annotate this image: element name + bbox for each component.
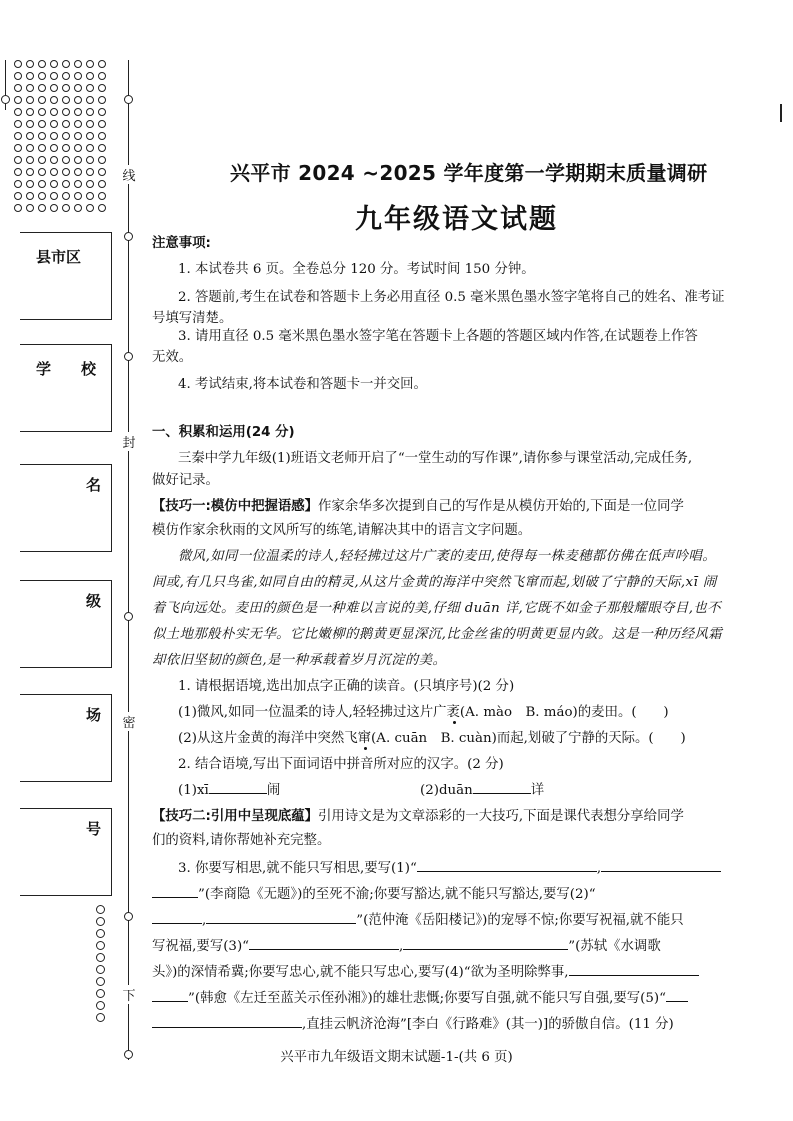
- intro-line-2: 做好记录。: [152, 473, 219, 488]
- binding-dot: [62, 204, 70, 212]
- binding-dot: [26, 84, 34, 92]
- seal-char-line: 线: [121, 165, 137, 184]
- answer-blank[interactable]: [473, 779, 531, 794]
- binding-dot: [50, 180, 58, 188]
- passage-line-4: 似土地那般朴实无华。它比嫩柳的鹅黄更显深沉,比金丝雀的明黄更显内敛。这是一种历经风霜: [152, 627, 723, 642]
- binding-dot: [14, 192, 22, 200]
- q3-comma: ,: [596, 861, 602, 876]
- binding-dot: [62, 120, 70, 128]
- question-1: 1. 请根据语境,选出加点字正确的读音。(只填序号)(2 分): [178, 679, 515, 694]
- binding-dot: [96, 953, 105, 962]
- section-heading: 一、积累和运用(24 分): [152, 425, 295, 440]
- binding-dot: [14, 96, 22, 104]
- binding-dot: [38, 84, 46, 92]
- binding-dot: [98, 156, 106, 164]
- binding-dot: [86, 156, 94, 164]
- binding-dot: [50, 108, 58, 116]
- field-label-class: 级: [86, 592, 102, 610]
- answer-blank[interactable]: [152, 909, 202, 924]
- q3-comma: ,: [202, 913, 207, 928]
- binding-dot: [26, 60, 34, 68]
- passage-line-1: 微风,如同一位温柔的诗人,轻轻拂过这片广袤的麦田,使得每一株麦穗都仿佛在低声吟唱。: [178, 549, 717, 564]
- question-1-1: [178, 700, 669, 726]
- binding-dot-column: [96, 905, 108, 1022]
- binding-dot: [26, 168, 34, 176]
- q1-1-options: (A. mào B. máo)的麦田。( ): [459, 705, 669, 720]
- q3-text: 头》)的深情希冀;你要写忠心,就不能只写忠心,要写(4)“欲为圣明除弊事,: [152, 965, 569, 980]
- skill1-tag: 【技巧一:模仿中把握语感】: [152, 499, 319, 514]
- margin-line-circle: [1, 95, 10, 104]
- q2-b-pinyin: (2)duān: [420, 783, 473, 798]
- q1-2-text: (2)从这片金黄的海洋中突然飞: [178, 731, 358, 746]
- binding-dot: [96, 1001, 105, 1010]
- passage-line-2: 间或,有几只鸟雀,如同自由的精灵,从这片金黄的海洋中突然飞窜而起,划破了宁静的天际,xī 闹: [152, 575, 717, 590]
- field-label-county: 县市区: [36, 248, 82, 266]
- seal-char-seal: 封: [121, 432, 137, 451]
- binding-dot: [50, 192, 58, 200]
- binding-dot: [26, 132, 34, 140]
- question-2: 2. 结合语境,写出下面词语中拼音所对应的汉字。(2 分): [178, 757, 504, 772]
- binding-dot: [26, 192, 34, 200]
- notice-item-3: 3. 请用直径 0.5 毫米黑色墨水签字笔在答题卡上各题的答题区域内作答,在试题卷上作答: [178, 329, 698, 344]
- binding-dot: [74, 96, 82, 104]
- answer-blank[interactable]: [209, 779, 267, 794]
- binding-dot: [74, 60, 82, 68]
- answer-blank[interactable]: [152, 1013, 302, 1028]
- binding-dot: [14, 84, 22, 92]
- field-label-room: 场: [86, 706, 102, 724]
- seal-line-circle: [124, 232, 133, 241]
- exam-title: 兴平市 2024 ~2025 学年度第一学期期末质量调研: [230, 161, 708, 185]
- binding-dot: [74, 72, 82, 80]
- binding-dot: [26, 144, 34, 152]
- binding-dot: [62, 156, 70, 164]
- binding-dot: [86, 144, 94, 152]
- binding-dot: [96, 965, 105, 974]
- q3-text: ,直挂云帆济沧海”[李白《行路难》(其一)]的骄傲自信。(11 分): [302, 1017, 674, 1032]
- seal-line-circle: [124, 95, 133, 104]
- skill2-line-2: 们的资料,请你帮她补充完整。: [152, 833, 331, 848]
- binding-dot: [50, 60, 58, 68]
- binding-dot: [86, 180, 94, 188]
- binding-dot: [98, 144, 106, 152]
- binding-dot: [98, 204, 106, 212]
- binding-dot: [86, 168, 94, 176]
- q3-text: 写祝福,要写(3)“: [152, 939, 250, 954]
- binding-dot: [86, 120, 94, 128]
- binding-dot: [14, 72, 22, 80]
- skill2-text: 引用诗文是为文章添彩的一大技巧,下面是课代表想分享给同学: [318, 809, 684, 824]
- q3-line-7: [152, 1012, 674, 1038]
- binding-dot: [96, 905, 105, 914]
- binding-dot: [74, 132, 82, 140]
- binding-dot: [74, 168, 82, 176]
- binding-dot: [38, 120, 46, 128]
- binding-dot: [50, 120, 58, 128]
- q3-text: ”(李商隐《无题》)的至死不渝;你要写豁达,就不能只写豁达,要写(2)“: [198, 887, 596, 902]
- binding-dot: [86, 108, 94, 116]
- binding-dot: [26, 96, 34, 104]
- seal-line: [128, 60, 129, 1060]
- binding-dot: [38, 204, 46, 212]
- intro-line-1: 三秦中学九年级(1)班语文老师开启了“一堂生动的写作课”,请你参与课堂活动,完成任务,: [178, 451, 693, 466]
- notice-item-2-cont: 号填写清楚。: [152, 311, 233, 326]
- binding-dot: [14, 156, 22, 164]
- binding-dot: [50, 156, 58, 164]
- binding-dot: [50, 168, 58, 176]
- binding-dot: [38, 96, 46, 104]
- binding-dot: [62, 60, 70, 68]
- q3-line-6: [152, 986, 688, 1012]
- binding-dot: [96, 917, 105, 926]
- binding-dot: [86, 84, 94, 92]
- q1-1-dotted-char: 袤: [446, 705, 460, 720]
- passage-line-3: 着飞向远处。麦田的颜色是一种难以言说的美,仔细 duān 详,它既不如金子那般耀眼夺目,也不: [152, 601, 721, 616]
- binding-dot: [86, 132, 94, 140]
- binding-dot: [98, 180, 106, 188]
- binding-dot: [74, 108, 82, 116]
- binding-dot: [14, 204, 22, 212]
- binding-dot: [62, 168, 70, 176]
- seal-char-below: 下: [121, 985, 137, 1004]
- binding-dot: [62, 180, 70, 188]
- question-2-a: [178, 778, 280, 804]
- q1-2-options: (A. cuān B. cuàn)而起,划破了宁静的天际。( ): [371, 731, 686, 746]
- binding-dot: [50, 84, 58, 92]
- notice-item-4: 4. 考试结束,将本试卷和答题卡一并交回。: [178, 377, 427, 392]
- binding-dot: [86, 96, 94, 104]
- seal-char-secret: 密: [121, 712, 137, 731]
- binding-dot: [74, 180, 82, 188]
- skill1-text: 作家余华多次提到自己的写作是从模仿开始的,下面是一位同学: [318, 499, 684, 514]
- answer-blank[interactable]: [152, 883, 198, 898]
- page-footer: 兴平市九年级语文期末试题-1-(共 6 页): [280, 1050, 513, 1065]
- binding-dot: [14, 168, 22, 176]
- binding-dot: [14, 180, 22, 188]
- binding-dot: [74, 192, 82, 200]
- binding-dot: [50, 204, 58, 212]
- question-2-b: [420, 778, 544, 804]
- q3-text: 3. 你要写相思,就不能只写相思,要写(1)“: [178, 861, 417, 876]
- binding-dot: [62, 132, 70, 140]
- binding-dot: [38, 72, 46, 80]
- binding-dot: [38, 180, 46, 188]
- question-1-2: [178, 726, 686, 752]
- binding-dot: [62, 192, 70, 200]
- binding-dot: [74, 120, 82, 128]
- binding-dot: [98, 108, 106, 116]
- binding-dot: [14, 108, 22, 116]
- binding-dot: [38, 192, 46, 200]
- skill1-line-1: [152, 494, 684, 520]
- binding-dot: [38, 132, 46, 140]
- binding-dot: [98, 72, 106, 80]
- q1-2-dotted-char: 窜: [357, 731, 372, 746]
- binding-dot: [62, 72, 70, 80]
- skill1-line-2: 模仿作家余秋雨的文风所写的练笔,请解决其中的语言文字问题。: [152, 523, 532, 538]
- q3-line-2: [152, 882, 596, 908]
- binding-dot: [86, 72, 94, 80]
- notice-item-3-cont: 无效。: [152, 350, 193, 365]
- binding-dot: [74, 144, 82, 152]
- skill2-tag: 【技巧二:引用中呈现底蕴】: [152, 809, 319, 824]
- binding-dot: [96, 989, 105, 998]
- binding-dot: [74, 156, 82, 164]
- q3-text: ”(范仲淹《岳阳楼记》)的宠辱不惊;你要写祝福,就不能只: [356, 913, 684, 928]
- answer-blank[interactable]: [666, 987, 688, 1002]
- binding-dot: [38, 144, 46, 152]
- page-edge-mark: [780, 104, 782, 122]
- q2-a-pinyin: (1)xī: [178, 783, 209, 798]
- answer-blank[interactable]: [206, 909, 356, 924]
- q3-text: ”(苏轼《水调歌: [568, 939, 661, 954]
- q1-1-text: (1)微风,如同一位温柔的诗人,轻轻拂过这片广: [178, 705, 447, 720]
- binding-dot: [14, 120, 22, 128]
- q3-line-1: [178, 856, 721, 882]
- binding-dot: [86, 204, 94, 212]
- binding-dot: [26, 204, 34, 212]
- binding-dot: [14, 144, 22, 152]
- binding-dot: [96, 977, 105, 986]
- binding-dot: [62, 108, 70, 116]
- exam-subtitle: 九年级语文试题: [355, 204, 558, 235]
- notice-item-2: 2. 答题前,考生在试卷和答题卡上务必用直径 0.5 毫米黑色墨水签字笔将自己的姓名、准考证: [178, 290, 725, 305]
- binding-dot: [98, 96, 106, 104]
- skill2-line-1: [152, 804, 684, 830]
- binding-dot: [98, 120, 106, 128]
- binding-dot: [50, 96, 58, 104]
- binding-dot: [98, 192, 106, 200]
- q3-line-4: [152, 934, 661, 960]
- binding-dot: [98, 168, 106, 176]
- answer-blank[interactable]: [403, 935, 568, 950]
- field-label-name: 名: [86, 476, 102, 494]
- q3-line-3: [152, 908, 684, 934]
- answer-blank[interactable]: [601, 857, 721, 872]
- answer-blank[interactable]: [249, 935, 399, 950]
- q3-text: ”(韩愈《左迁至蓝关示侄孙湘》)的雄壮悲慨;你要写自强,就不能只写自强,要写(5)“: [188, 991, 666, 1006]
- binding-dot-grid: [14, 60, 124, 215]
- answer-blank[interactable]: [417, 857, 597, 872]
- binding-dot: [98, 132, 106, 140]
- field-label-school: 学 校: [36, 360, 97, 378]
- binding-dot: [86, 192, 94, 200]
- binding-dot: [74, 84, 82, 92]
- binding-dot: [50, 132, 58, 140]
- binding-dot: [96, 1013, 105, 1022]
- binding-dot: [86, 60, 94, 68]
- binding-dot: [14, 132, 22, 140]
- binding-dot: [98, 84, 106, 92]
- passage-line-5: 却依旧坚韧的颜色,是一种承载着岁月沉淀的美。: [152, 653, 447, 668]
- binding-dot: [26, 120, 34, 128]
- seal-line-circle: [124, 612, 133, 621]
- binding-dot: [50, 72, 58, 80]
- q3-line-5: [152, 960, 699, 986]
- field-label-number: 号: [86, 820, 102, 838]
- binding-dot: [62, 96, 70, 104]
- binding-dot: [38, 60, 46, 68]
- binding-dot: [26, 156, 34, 164]
- answer-blank[interactable]: [152, 987, 188, 1002]
- binding-dot: [62, 144, 70, 152]
- q2-b-char: 详: [530, 783, 545, 798]
- binding-dot: [26, 72, 34, 80]
- binding-dot: [26, 108, 34, 116]
- binding-dot: [38, 156, 46, 164]
- binding-dot: [38, 108, 46, 116]
- binding-dot: [74, 204, 82, 212]
- binding-dot: [98, 60, 106, 68]
- q3-comma: ,: [399, 939, 404, 954]
- binding-dot: [50, 144, 58, 152]
- seal-line-circle: [124, 352, 133, 361]
- binding-dot: [26, 180, 34, 188]
- seal-line-circle: [124, 912, 133, 921]
- binding-dot: [14, 60, 22, 68]
- binding-dot: [96, 929, 105, 938]
- notice-item-1: 1. 本试卷共 6 页。全卷总分 120 分。考试时间 150 分钟。: [178, 262, 535, 277]
- q2-a-char: 闹: [266, 783, 281, 798]
- binding-dot: [96, 941, 105, 950]
- notice-heading: 注意事项:: [152, 236, 211, 251]
- answer-blank[interactable]: [569, 961, 699, 976]
- binding-dot: [62, 84, 70, 92]
- binding-dot: [38, 168, 46, 176]
